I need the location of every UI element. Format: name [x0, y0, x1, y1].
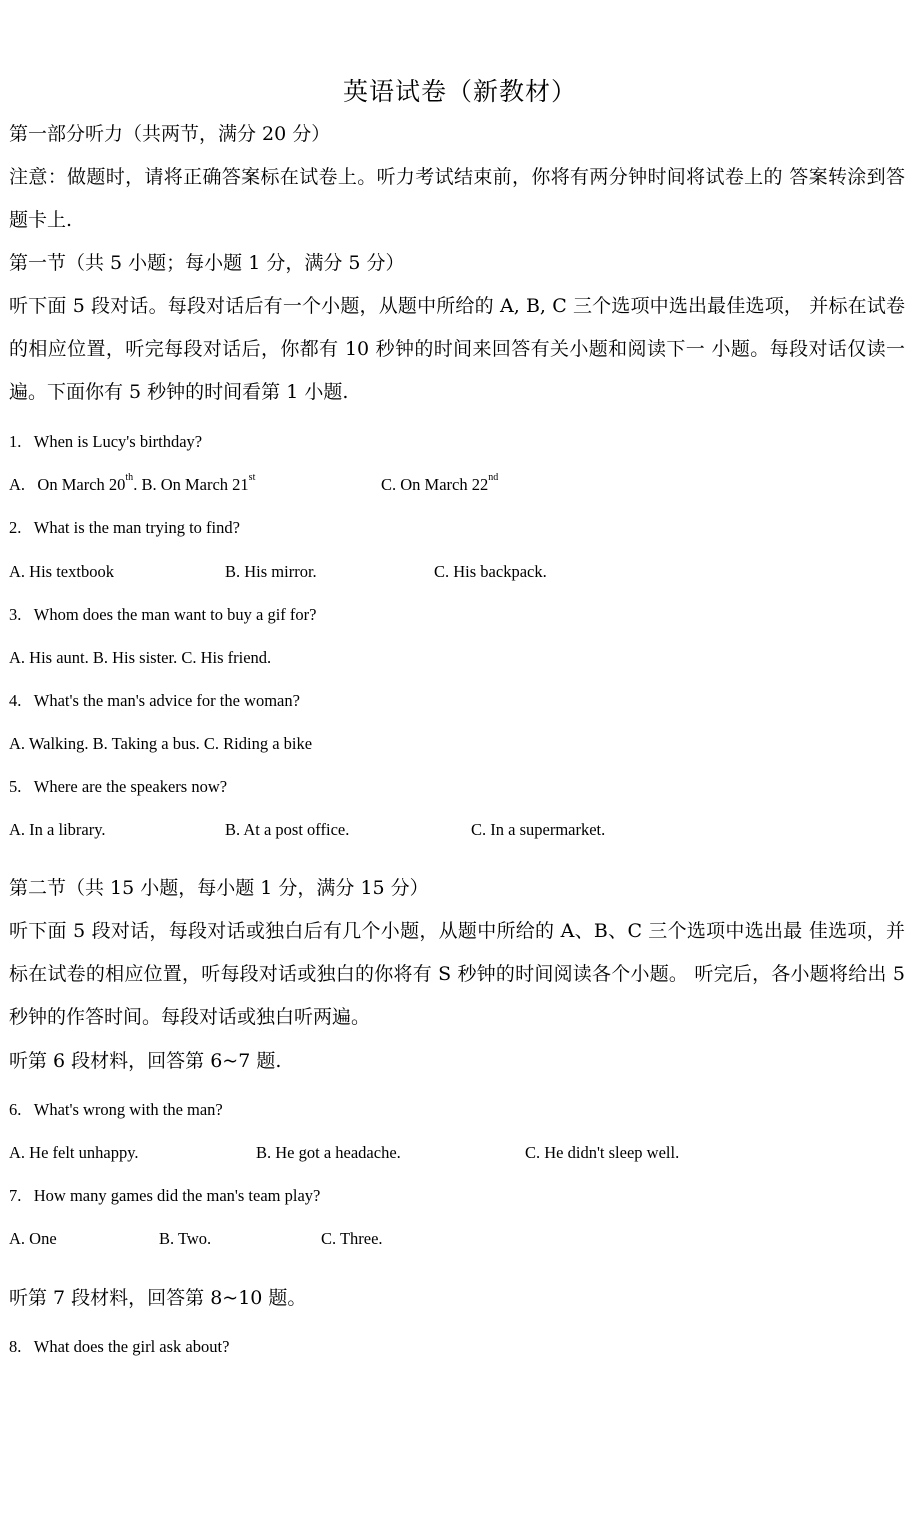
question-4-stem: 4. What's the man's advice for the woman? [9, 691, 300, 710]
question-6-stem: 6. What's wrong with the man? [9, 1100, 223, 1119]
question-6-option-a: A. He felt unhappy. [9, 1143, 139, 1162]
question-2-stem: 2. What is the man trying to find? [9, 518, 240, 537]
question-2-option-c: C. His backpack. [434, 562, 547, 581]
question-5-option-c: C. In a supermarket. [471, 820, 606, 839]
question-3-options: A. His aunt. B. His sister. C. His friend. [9, 648, 272, 667]
part1-heading: 第一部分听力（共两节，满分 20 分） [9, 123, 331, 145]
question-5-option-b: B. At a post office. [225, 820, 350, 839]
question-1-option-c [381, 472, 499, 495]
question-5-option-a: A. In a library. [9, 820, 106, 839]
question-7-option-b: B. Two. [159, 1229, 212, 1248]
question-5-stem: 5. Where are the speakers now? [9, 777, 228, 796]
option-text: C. On March 22 [381, 475, 489, 494]
question-4-options: A. Walking. B. Taking a bus. C. Riding a bike [9, 734, 313, 753]
material-7-heading: 听第 7 段材料，回答第 8~10 题。 [9, 1287, 307, 1309]
question-7-option-a: A. One [9, 1229, 57, 1248]
section2-heading: 第二节（共 15 小题，每小题 1 分，满分 15 分） [9, 877, 429, 899]
question-1-stem: 1. When is Lucy's birthday? [9, 432, 203, 451]
material-6-heading: 听第 6 段材料，回答第 6~7 题. [9, 1050, 282, 1072]
ordinal-suffix: th [125, 472, 134, 483]
question-3-stem: 3. Whom does the man want to buy a gif for? [9, 605, 317, 624]
page-title: 英语试卷（新教材） [342, 77, 577, 106]
option-text: . B. On March 21 [133, 475, 249, 494]
section2-instructions: 听下面 5 段对话，每段对话或独白后有几个小题，从题中所给的 A、B、C 三个选项中选出最 佳选项，并标在试卷的相应位置，听每段对话或独白的你将有 S 秒钟的时间阅读各个小题。 听完后，各小题将给出 5 秒钟的作答时间。每段对话或独白听两遍。 [9, 920, 905, 1028]
question-1-options-ab [9, 472, 256, 495]
ordinal-suffix: st [248, 472, 256, 483]
section1-instructions: 听下面 5 段对话。每段对话后有一个小题，从题中所给的 A, B, C 三个选项中选出最佳选项， 并标在试卷的相应位置，听完每段对话后，你都有 10 秒钟的时间来回答有关小题和阅读下一 小题。每段对话仅读一遍。下面你有 5 秒钟的时间看第 1 小题. [9, 295, 905, 403]
question-2-option-b: B. His mirror. [225, 562, 317, 581]
question-8-stem: 8. What does the girl ask about? [9, 1337, 230, 1356]
ordinal-suffix: nd [488, 472, 499, 483]
option-text: A. On March 20 [9, 475, 126, 494]
part1-note: 注意：做题时，请将正确答案标在试卷上。听力考试结束前，你将有两分钟时间将试卷上的 答案转涂到答题卡上. [9, 166, 905, 231]
question-7-option-c: C. Three. [321, 1229, 383, 1248]
question-7-stem: 7. How many games did the man's team play? [9, 1186, 321, 1205]
question-6-option-c: C. He didn't sleep well. [525, 1143, 680, 1162]
question-2-option-a: A. His textbook [9, 562, 114, 581]
question-6-option-b: B. He got a headache. [256, 1143, 401, 1162]
section1-heading: 第一节（共 5 小题；每小题 1 分，满分 5 分） [9, 252, 405, 274]
